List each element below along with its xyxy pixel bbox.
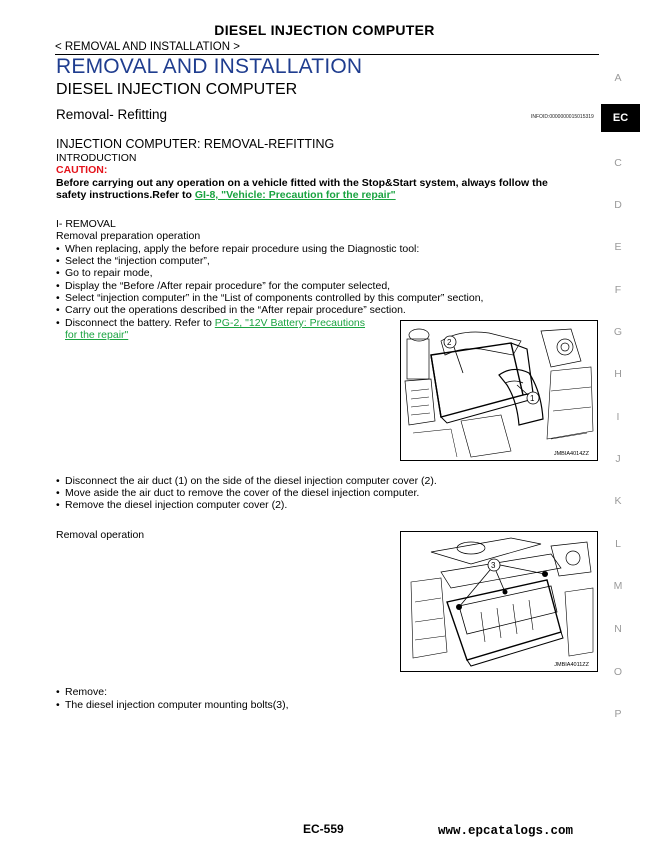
bullet-marker: • — [56, 304, 60, 316]
prep-heading: Removal preparation operation — [56, 230, 201, 242]
page-number: EC-559 — [303, 822, 344, 836]
page-title: DIESEL INJECTION COMPUTER — [214, 22, 435, 38]
sidebar-active-ec[interactable]: EC — [601, 104, 640, 132]
engine-bay-illustration-1 — [401, 321, 597, 460]
callout-3: 3 — [491, 561, 496, 570]
watermark[interactable]: www.epcatalogs.com — [438, 824, 574, 838]
bullet-marker: • — [56, 243, 60, 255]
callout-1: 1 — [530, 394, 535, 403]
removal-heading: I- REMOVAL — [56, 218, 116, 230]
figure-id: JMBIA4011ZZ — [554, 662, 589, 668]
bullet-marker: • — [56, 292, 60, 304]
battery-bullet-text: Disconnect the battery. Refer to — [65, 317, 215, 329]
figure-air-duct-cover — [400, 320, 598, 461]
bullet-marker: • — [56, 699, 60, 711]
removal-op-heading: Removal operation — [56, 529, 145, 541]
prep-bullet-1: When replacing, apply the before repair procedure using the Diagnostic tool: — [65, 243, 420, 255]
battery-link-continued[interactable]: for the repair" — [65, 329, 129, 341]
prep-bullet-3: Go to repair mode, — [65, 267, 153, 279]
sidebar-letter-o[interactable]: O — [613, 666, 623, 678]
caution-text-prefix: safety instructions.Refer to — [56, 189, 195, 201]
figure-mounting-bolts — [400, 531, 598, 672]
bullet-marker: • — [56, 317, 60, 329]
final-bullet-1: Remove: — [65, 686, 108, 698]
prep-bullet-6: Carry out the operations described in the “After repair procedure” section. — [65, 304, 406, 316]
sidebar-letter-p[interactable]: P — [614, 708, 622, 720]
caution-link[interactable]: GI-8, "Vehicle: Precaution for the repair" — [194, 189, 396, 201]
sidebar-letter-i[interactable]: I — [616, 411, 620, 423]
prep-bullet-2: Select the “injection computer”, — [65, 255, 210, 267]
subsection-title: DIESEL INJECTION COMPUTER — [56, 81, 298, 98]
topic-title: Removal- Refitting — [56, 107, 168, 122]
bullet-marker: • — [56, 267, 60, 279]
caution-text-line2 — [56, 189, 396, 201]
battery-link[interactable]: PG-2, "12V Battery: Precautions — [214, 317, 366, 329]
sidebar-letter-l[interactable]: L — [615, 538, 621, 550]
caution-text-line1: Before carrying out any operation on a vehicle fitted with the Stop&Start system, always follow the — [56, 177, 548, 189]
section-title: REMOVAL AND INSTALLATION — [56, 55, 363, 78]
caution-label: CAUTION: — [56, 164, 108, 176]
prep-bullet-5: Select “injection computer” in the “List of components controlled by this computer” section, — [65, 292, 484, 304]
callout-2: 2 — [447, 338, 452, 347]
cover-bullet-1: Disconnect the air duct (1) on the side of the diesel injection computer cover (2). — [65, 475, 437, 487]
breadcrumb[interactable]: < REMOVAL AND INSTALLATION > — [55, 41, 240, 53]
figure-id: JMBIA4014ZZ — [553, 451, 589, 457]
bullet-marker: • — [56, 499, 60, 511]
sidebar-letter-g[interactable]: G — [613, 326, 623, 338]
bullet-marker: • — [56, 686, 60, 698]
prep-bullet-4: Display the “Before /After repair procedure” for the computer selected, — [65, 280, 391, 292]
sidebar-letter-j[interactable]: J — [615, 453, 621, 465]
sidebar-letter-e[interactable]: E — [614, 241, 622, 253]
bullet-marker: • — [56, 280, 60, 292]
cover-bullet-3: Remove the diesel injection computer cover (2). — [65, 499, 288, 511]
content-heading: INJECTION COMPUTER: REMOVAL-REFITTING — [56, 137, 335, 151]
sidebar-letter-k[interactable]: K — [614, 495, 622, 507]
engine-bay-illustration-2 — [401, 532, 597, 671]
info-id: INFOID:0000000015015319 — [531, 114, 594, 120]
battery-bullet — [65, 317, 365, 329]
sidebar-letter-f[interactable]: F — [614, 284, 622, 296]
cover-bullet-2: Move aside the air duct to remove the cover of the diesel injection computer. — [65, 487, 420, 499]
final-bullet-2: The diesel injection computer mounting bolts(3), — [65, 699, 289, 711]
sidebar-letter-m[interactable]: M — [613, 580, 623, 592]
sidebar-letter-a[interactable]: A — [614, 72, 622, 84]
introduction-label: INTRODUCTION — [56, 152, 137, 164]
sidebar-letter-c[interactable]: C — [614, 157, 622, 169]
sidebar-letter-h[interactable]: H — [614, 368, 622, 380]
bullet-marker: • — [56, 255, 60, 267]
sidebar-letter-n[interactable]: N — [614, 623, 622, 635]
sidebar-letter-d[interactable]: D — [614, 199, 622, 211]
bullet-marker: • — [56, 487, 60, 499]
bullet-marker: • — [56, 475, 60, 487]
